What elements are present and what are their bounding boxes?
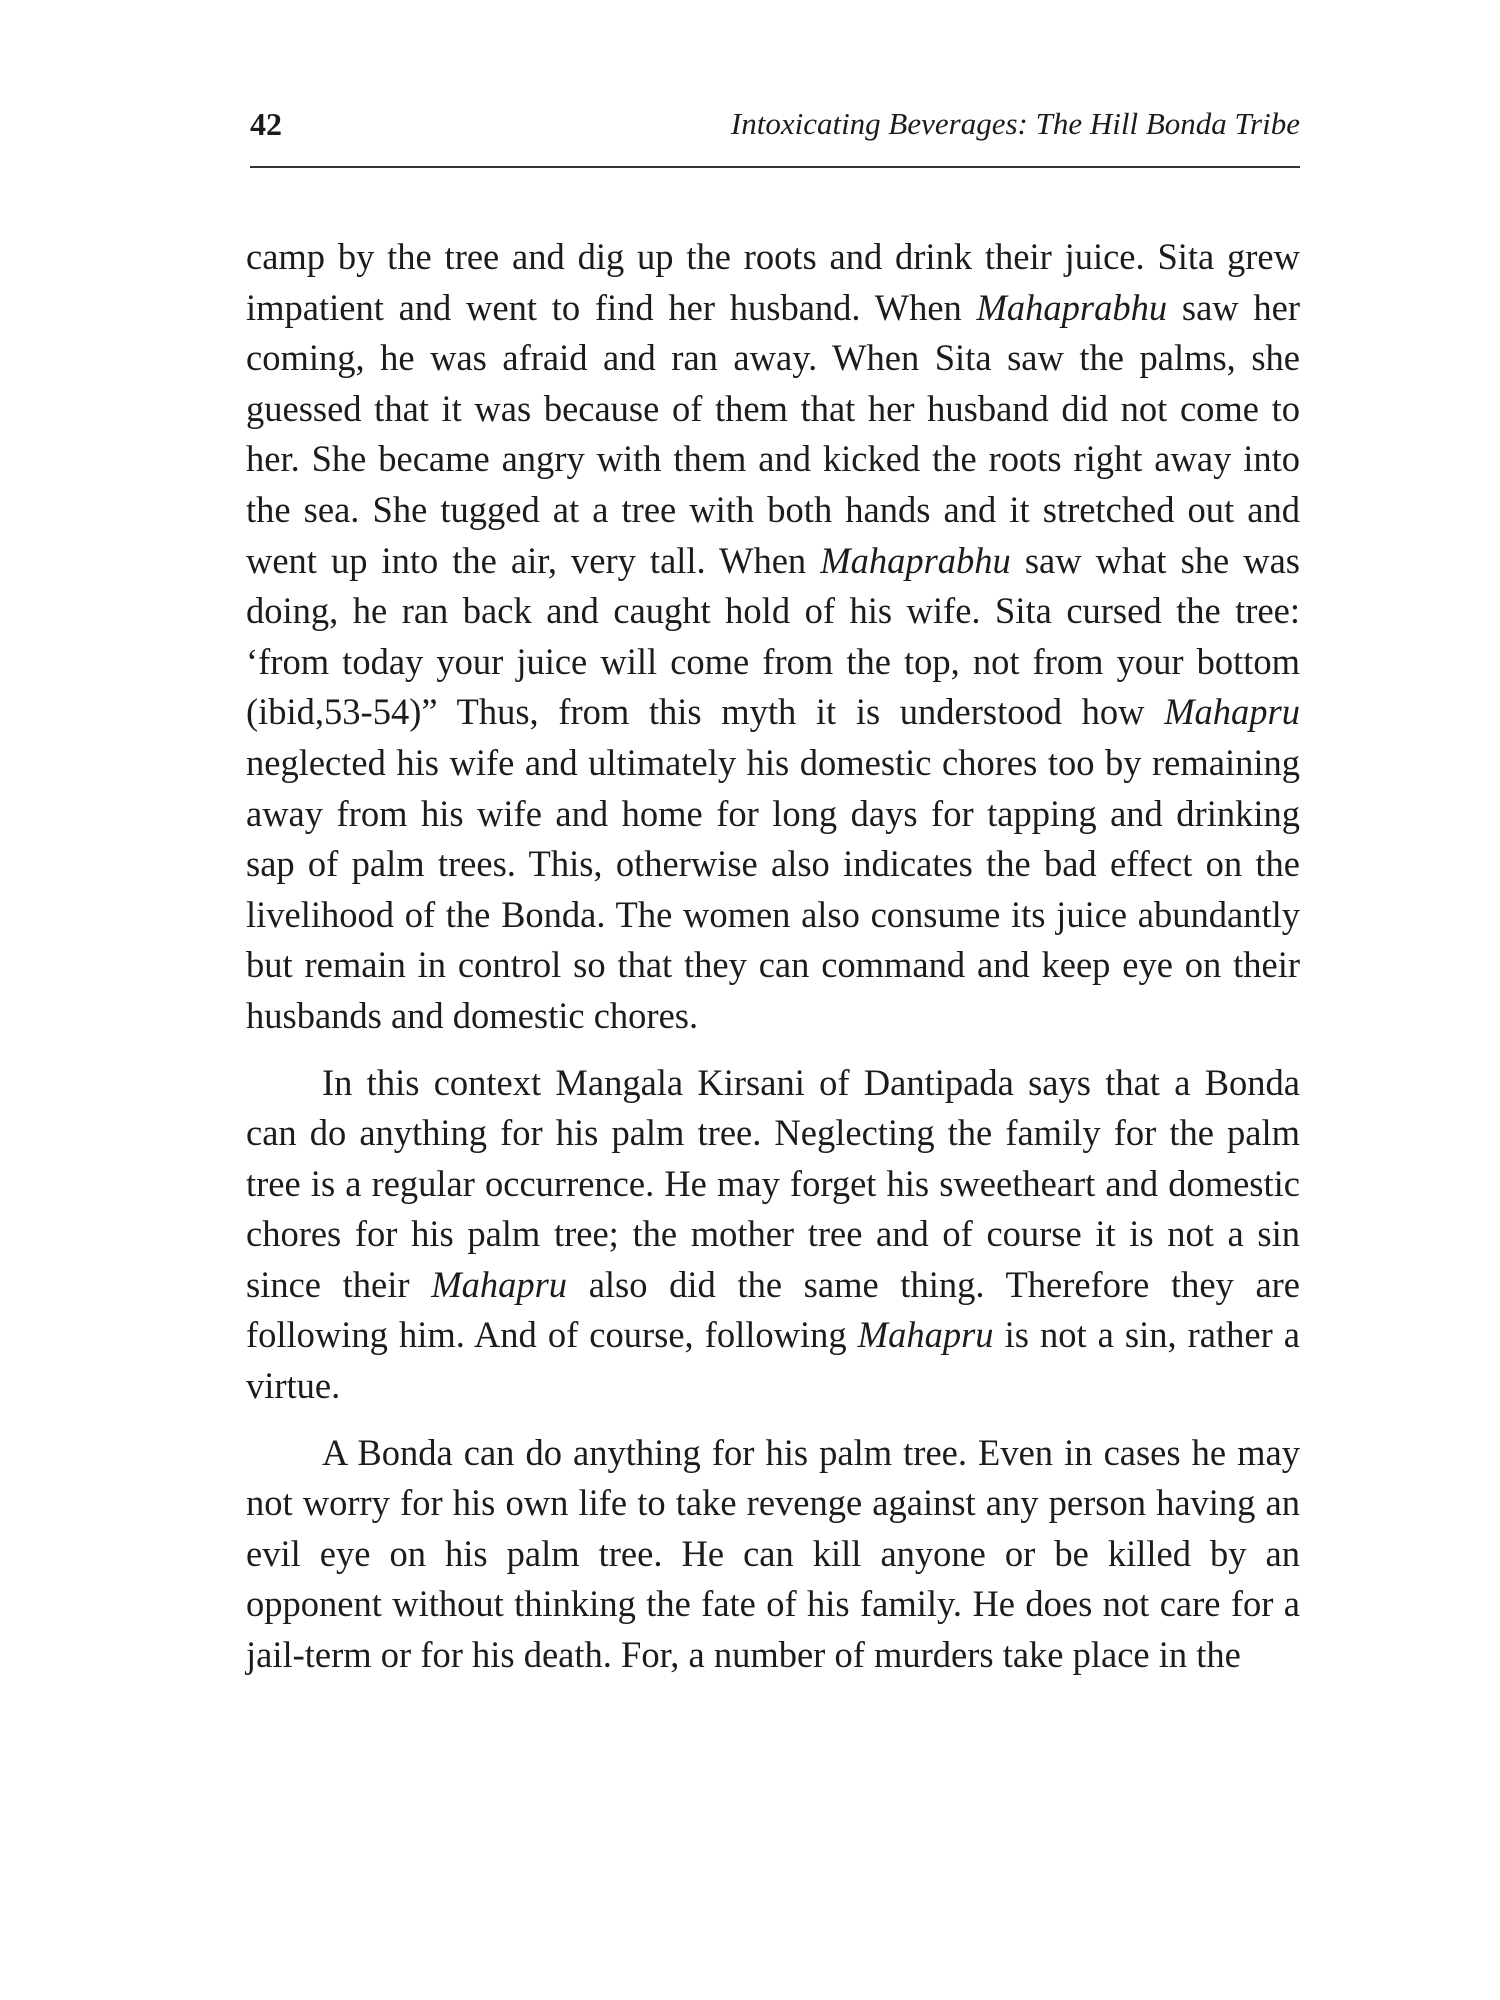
text-run: camp by the tree and dig up the roots and drink their juice. Sita grew impatient and went to find her husband. When [246,236,1300,328]
text-run: saw her coming, he was afraid and ran away. When Sita saw the palms, she guessed that it was because of them that her husband did not come to her. She became angry with them and kicked the roots right away into the sea. She tugged at a tree with both hands and it stretched out and went up into the air, very tall. When [246,286,1300,581]
italic-term: Mahaprabhu [976,286,1168,328]
text-run: also did the same thing. Therefore they are following him. And of course, following [246,1263,1301,1356]
page-header [250,104,1300,150]
header-rule [250,166,1300,168]
body-text [246,232,1300,1681]
italic-term: Mahapru [857,1314,994,1356]
text-run: saw what she was doing, he ran back and caught hold of his wife. Sita cursed the tree: ‘from today your juice will come from the top, not from your bottom (ibid,53-54)” Thus, from this myth it is understood how [246,539,1301,733]
text-run: is not a sin, rather a virtue. [246,1314,1300,1407]
italic-term: Mahapru [1164,691,1300,733]
paragraph-2 [246,1058,1300,1412]
running-title: Intoxicating Beverages: The Hill Bonda Tribe [730,106,1300,141]
italic-term: Mahapru [431,1263,568,1305]
paragraph-3 [246,1428,1300,1681]
text-run: neglected his wife and ultimately his domestic chores too by remaining away from his wife and home for long days for tapping and drinking sap of palm trees. This, otherwise also indicates the bad effect on the livelihood of the Bonda. The women also consume its juice abundantly but remain in control so that they can command and keep eye on their husbands and domestic chores. [246,741,1300,1036]
text-run: A Bonda can do anything for his palm tree. Even in cases he may not worry for his own life to take revenge against any person having an evil eye on his palm tree. He can kill anyone or be killed by an opponent without thinking the fate of his family. He does not care for a jail-term or for his death. For, a number of murders take place in the [246,1431,1300,1676]
text-run: In this context Mangala Kirsani of Dantipada says that a Bonda can do anything for his palm tree. Neglecting the family for the palm tree is a regular occurrence. He may forget his sweetheart and domestic chores for his palm tree; the mother tree and of course it is not a sin since their [246,1061,1300,1305]
paragraph-1 [246,232,1300,1042]
page-number: 42 [250,106,282,142]
italic-term: Mahaprabhu [820,539,1011,581]
